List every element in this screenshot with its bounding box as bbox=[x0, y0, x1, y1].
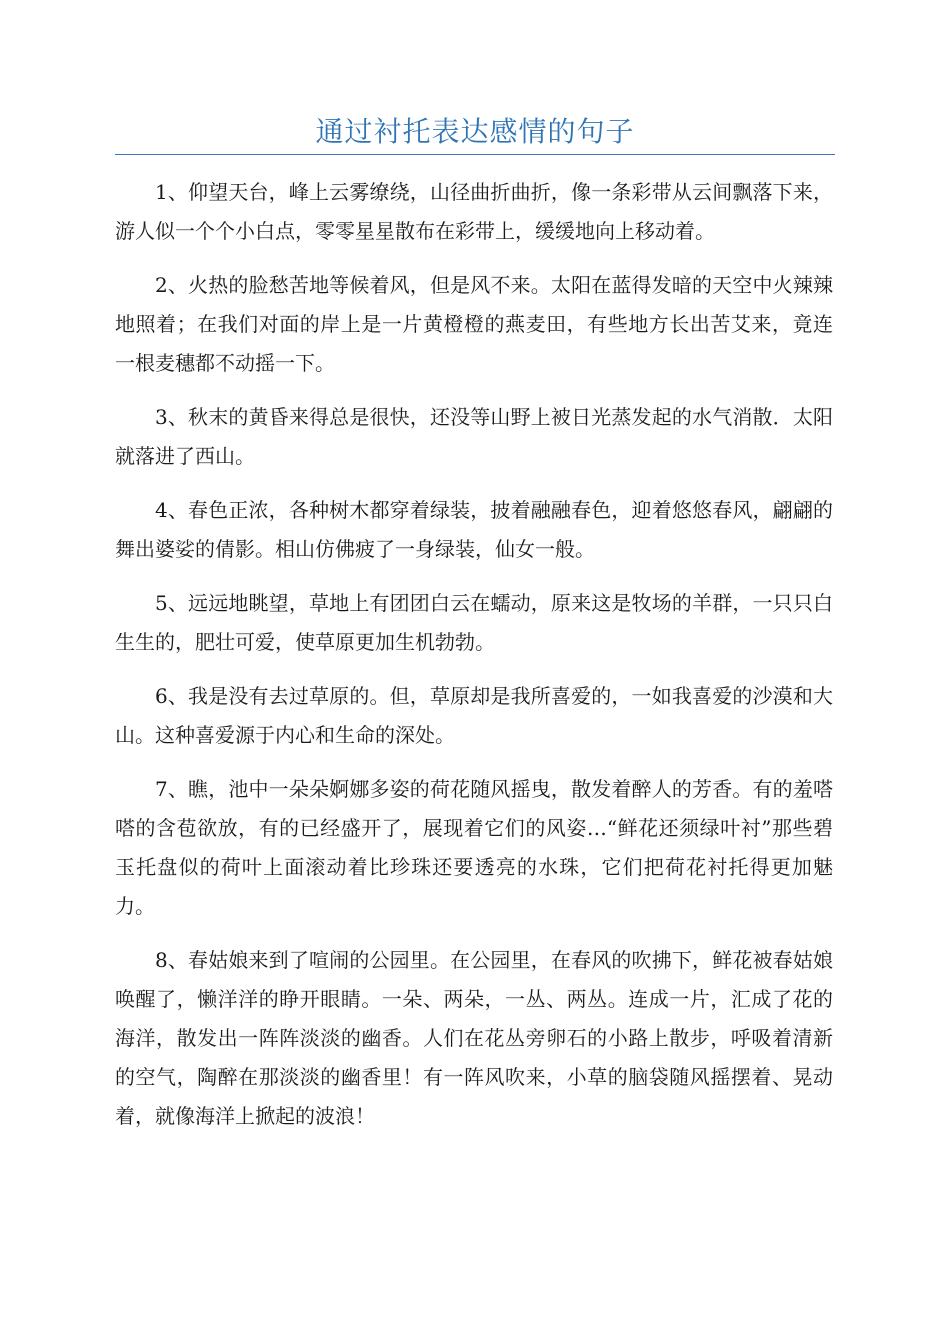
paragraph-5: 5、远远地眺望，草地上有团团白云在蠕动，原来这是牧场的羊群，一只只白生生的，肥壮可爱，使草原更加生机勃勃。 bbox=[115, 591, 833, 654]
document-title: 通过衬托表达感情的句子 bbox=[315, 115, 635, 148]
paragraph-3: 3、秋末的黄昏来得总是很快，还没等山野上被日光蒸发起的水气消散．太阳就落进了西山。 bbox=[115, 405, 833, 468]
title-underline bbox=[115, 154, 835, 155]
paragraph-8: 8、春姑娘来到了喧闹的公园里。在公园里，在春风的吹拂下，鲜花被春姑娘唤醒了，懒洋洋的睁开眼睛。一朵、两朵，一丛、两丛。连成一片，汇成了花的海洋，散发出一阵阵淡淡的幽香。人们在花丛旁卵石的小路上散步，呼吸着清新的空气，陶醉在那淡淡的幽香里！有一阵风吹来，小草的脑袋随风摇摆着、晃动着，就像海洋上掀起的波浪！ bbox=[115, 948, 833, 1128]
paragraph-6: 6、我是没有去过草原的。但，草原却是我所喜爱的，一如我喜爱的沙漠和大山。这种喜爱源于内心和生命的深处。 bbox=[115, 684, 833, 747]
paragraph-7: 7、瞧，池中一朵朵婀娜多姿的荷花随风摇曳，散发着醉人的芳香。有的羞嗒嗒的含苞欲放，有的已经盛开了，展现着它们的风姿…“鲜花还须绿叶衬”那些碧玉托盘似的荷叶上面滚动着比珍珠还要透亮的水珠，它们把荷花衬托得更加魅力。 bbox=[115, 777, 833, 918]
paragraph-4: 4、春色正浓，各种树木都穿着绿装，披着融融春色，迎着悠悠春风，翩翩的舞出婆娑的倩影。相山仿佛疲了一身绿装，仙女一般。 bbox=[115, 498, 833, 561]
paragraph-2: 2、火热的脸愁苦地等候着风，但是风不来。太阳在蓝得发暗的天空中火辣辣地照着；在我们对面的岸上是一片黄橙橙的燕麦田，有些地方长出苦艾来，竟连一根麦穗都不动摇一下。 bbox=[115, 273, 833, 375]
paragraph-1: 1、仰望天台，峰上云雾缭绕，山径曲折曲折，像一条彩带从云间飘落下来，游人似一个个小白点，零零星星散布在彩带上，缓缓地向上移动着。 bbox=[115, 180, 833, 243]
document-body bbox=[115, 173, 833, 1151]
